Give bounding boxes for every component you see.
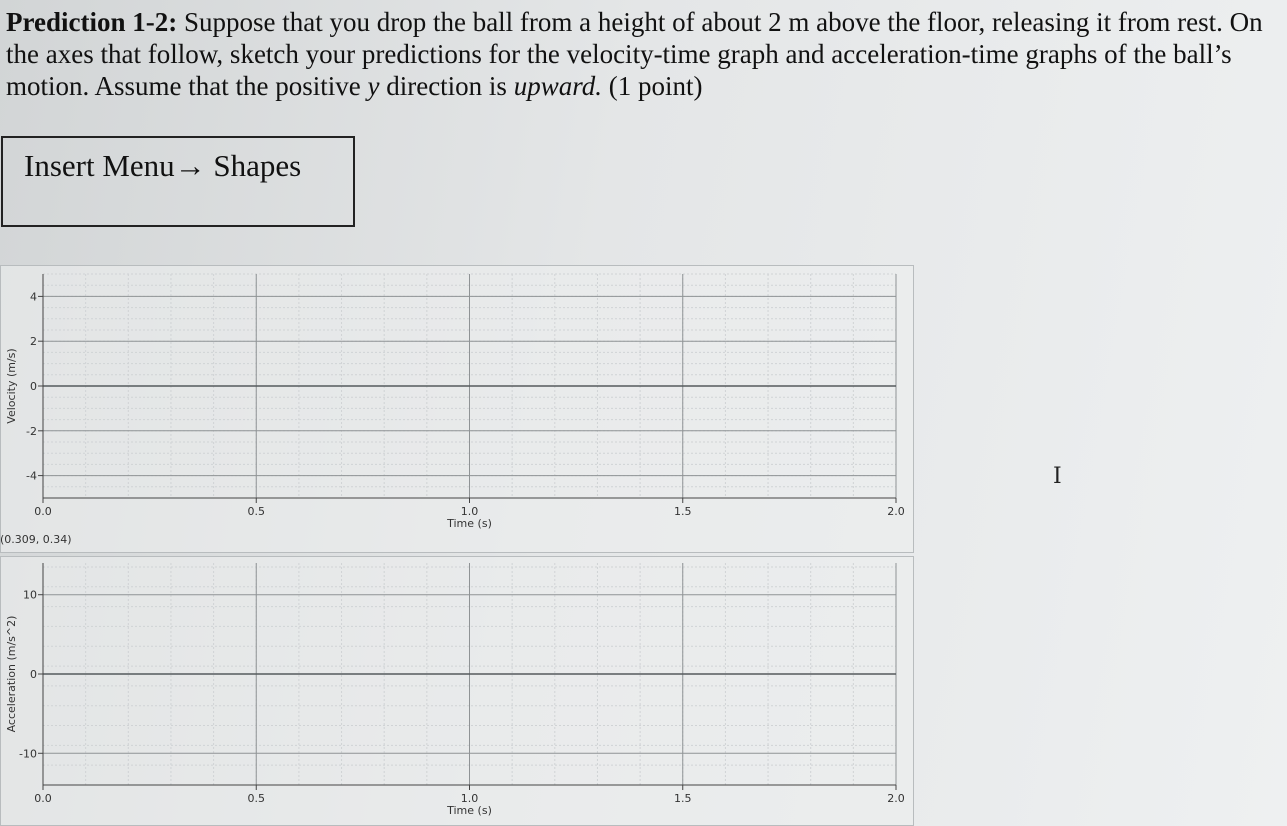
- velocity-graph-panel[interactable]: [0, 265, 914, 553]
- x-tick-label: 1.0: [460, 792, 479, 805]
- y-tick-label: 0: [30, 380, 37, 393]
- x-tick-label: 1.5: [674, 792, 692, 805]
- prompt-upward: upward.: [513, 71, 602, 101]
- instruction-text-box[interactable]: [1, 136, 355, 227]
- prompt-text-1: Suppose that you drop the ball from a height of about 2 m above the floor, releasing it from rest. On the axes that follow, sketch your predictions for the velocity-time graph and acceleration-time graphs of the ball’s motion. Assume that the positive: [6, 7, 1263, 101]
- x-tick-label: 1.5: [674, 505, 692, 518]
- x-tick-label: 0.5: [247, 792, 265, 805]
- acceleration-time-graph[interactable]: [1, 557, 915, 826]
- prompt-label: Prediction 1-2:: [6, 7, 178, 37]
- acceleration-graph-panel[interactable]: [0, 556, 914, 826]
- instruction-text: Insert Menu→ Shapes: [24, 148, 302, 183]
- y-tick-label: 0: [30, 668, 37, 681]
- coordinate-readout: (0.309, 0.34): [0, 533, 72, 546]
- y-tick-label: -4: [26, 469, 37, 483]
- y-tick-label: -10: [19, 747, 37, 761]
- y-tick-label: -2: [26, 424, 37, 438]
- prompt-text-3: (1 point): [601, 71, 703, 101]
- x-tick-label: 0.0: [34, 792, 52, 805]
- y-tick-label: 10: [23, 588, 37, 602]
- y-axis-title: Acceleration (m/s^2): [5, 615, 18, 733]
- text-cursor-icon: I: [1053, 464, 1062, 489]
- x-tick-label: 2.0: [887, 505, 905, 518]
- y-axis-title: Velocity (m/s): [5, 348, 18, 424]
- x-axis-title: Time (s): [447, 804, 492, 817]
- y-tick-label: 2: [30, 335, 37, 349]
- prompt-text-2: direction is: [379, 71, 514, 101]
- prompt-y-variable: y: [367, 71, 380, 101]
- x-axis-title: Time (s): [447, 517, 492, 530]
- x-tick-label: 2.0: [887, 792, 905, 805]
- y-tick-label: 4: [30, 290, 37, 304]
- prediction-prompt: [6, 6, 1276, 102]
- x-tick-label: 0.0: [34, 505, 52, 518]
- x-tick-label: 1.0: [460, 505, 479, 518]
- velocity-time-graph[interactable]: [1, 266, 915, 554]
- x-tick-label: 0.5: [247, 505, 265, 518]
